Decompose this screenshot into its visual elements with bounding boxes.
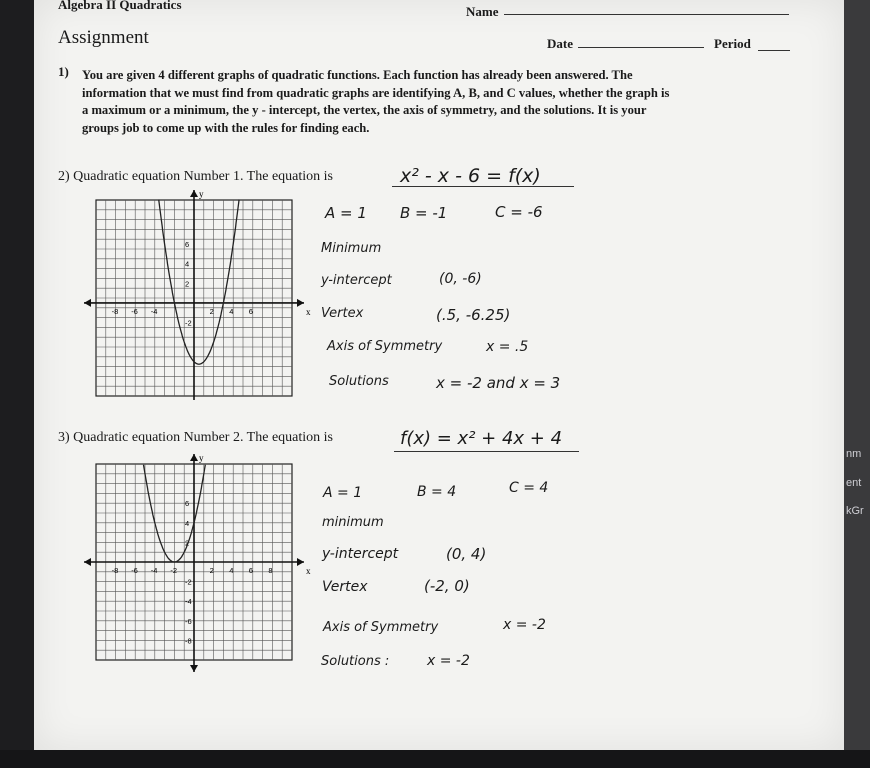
x-tick-label: -4 <box>150 566 158 575</box>
course-title: Algebra II Quadratics <box>58 0 182 12</box>
q3-vertex-label: Vertex <box>322 579 368 595</box>
y-axis-arrow <box>190 665 198 672</box>
graph-2-grid <box>84 453 311 672</box>
q3-a-value: A = 1 <box>323 485 363 501</box>
q3-y-intercept-label: y-intercept <box>322 546 399 562</box>
q3-solutions-label: Solutions : <box>321 654 390 669</box>
x-axis-label: x <box>306 306 311 317</box>
background-ui-text: nm <box>846 448 862 460</box>
graph-2 <box>84 444 354 674</box>
graph-1-grid <box>84 189 311 400</box>
x-tick-label: 2 <box>209 306 214 316</box>
q2-solutions-label: Solutions <box>329 374 389 389</box>
question3-prompt: 3) Quadratic equation Number 2. The equation is <box>58 430 333 445</box>
equation-answer: x² - x - 6 = f(x) <box>400 165 541 187</box>
name-label: Name <box>466 4 499 19</box>
q2-a-value: A = 1 <box>325 204 367 222</box>
y-tick-label: -4 <box>185 597 192 607</box>
period-line <box>758 50 790 51</box>
question1-line: information that we must find from quadratic graphs are identifying A, B, and C values, whether the graph is <box>82 85 670 100</box>
x-tick-label: -8 <box>111 566 119 575</box>
y-axis-label: y <box>199 453 204 463</box>
q2-b-value: B = -1 <box>400 204 448 222</box>
q3-b-value: B = 4 <box>417 484 457 500</box>
screen-bezel-bottom <box>0 750 870 768</box>
question1-number: 1) <box>58 64 69 79</box>
q2-min-max: Minimum <box>321 241 382 256</box>
q3-axis: x = -2 <box>503 617 546 633</box>
y-tick-label: -2 <box>185 577 192 587</box>
name-line <box>504 14 789 15</box>
q2-c-value: C = -6 <box>495 203 543 221</box>
q3-solutions: x = -2 <box>427 653 470 669</box>
equation-answer: f(x) = x² + 4x + 4 <box>400 428 563 449</box>
assignment-title: Assignment <box>58 27 149 48</box>
y-tick-label: 2 <box>185 538 190 548</box>
date-line <box>578 47 704 48</box>
x-tick-label: 4 <box>229 306 234 316</box>
question1-line: You are given 4 different graphs of quadratic functions. Each function has already been answered. The <box>82 68 633 82</box>
screen-bezel-left <box>0 0 34 768</box>
question1-line: groups job to come up with the rules for finding each. <box>82 120 370 135</box>
q2-axis: x = .5 <box>486 339 529 355</box>
x-tick-label: 6 <box>248 306 253 316</box>
background-ui-text: ent <box>846 477 862 489</box>
x-tick-label: 2 <box>209 566 214 575</box>
y-axis-arrow <box>190 454 198 461</box>
x-tick-label: -6 <box>131 306 138 316</box>
x-axis-label: x <box>306 566 311 576</box>
q3-vertex: (-2, 0) <box>424 577 470 595</box>
x-tick-label: -4 <box>150 306 158 316</box>
x-tick-label: -6 <box>131 566 138 575</box>
screen-background-right <box>844 0 870 768</box>
q2-y-intercept-label: y-intercept <box>321 273 392 288</box>
q3-c-value: C = 4 <box>509 480 549 496</box>
q2-vertex: (.5, -6.25) <box>436 306 511 324</box>
q2-vertex-label: Vertex <box>321 306 364 321</box>
period-label: Period <box>714 36 751 51</box>
y-tick-label: -8 <box>185 636 192 646</box>
question1-text <box>82 67 669 137</box>
question2-prompt: 2) Quadratic equation Number 1. The equation is <box>58 169 333 184</box>
date-label: Date <box>547 36 573 51</box>
y-tick-label: 2 <box>185 279 190 289</box>
q3-min-max: minimum <box>322 515 384 530</box>
q2-axis-label: Axis of Symmetry <box>327 339 443 354</box>
x-tick-label: 8 <box>268 566 273 575</box>
x-tick-label: 6 <box>248 566 253 575</box>
y-tick-label: -6 <box>185 616 192 626</box>
y-axis-label: y <box>199 189 204 199</box>
q3-axis-label: Axis of Symmetry <box>323 620 439 635</box>
x-tick-label: -2 <box>170 566 178 575</box>
parabola-curve <box>159 199 239 364</box>
q2-solutions: x = -2 and x = 3 <box>436 374 561 392</box>
x-axis-arrow <box>297 299 304 307</box>
worksheet-page <box>34 0 844 750</box>
x-axis-arrow <box>84 558 91 566</box>
question1-line: a maximum or a minimum, the y - intercept, the vertex, the axis of symmetry, and the solutions. It is your <box>82 103 647 117</box>
graph-1 <box>84 182 354 400</box>
y-tick-label: 4 <box>185 259 190 269</box>
background-ui-text: kGr <box>846 505 864 517</box>
x-axis-arrow <box>84 299 91 307</box>
y-tick-label: -2 <box>185 318 192 328</box>
x-tick-label: 4 <box>229 566 234 575</box>
y-axis-arrow <box>190 190 198 197</box>
x-axis-arrow <box>297 558 304 566</box>
y-tick-label: 6 <box>185 240 190 250</box>
q3-y-intercept: (0, 4) <box>446 545 487 563</box>
x-tick-label: -8 <box>111 306 119 316</box>
y-tick-label: 6 <box>185 499 190 509</box>
equation-line <box>394 451 579 452</box>
q2-y-intercept: (0, -6) <box>439 271 482 287</box>
y-tick-label: 4 <box>185 518 190 528</box>
